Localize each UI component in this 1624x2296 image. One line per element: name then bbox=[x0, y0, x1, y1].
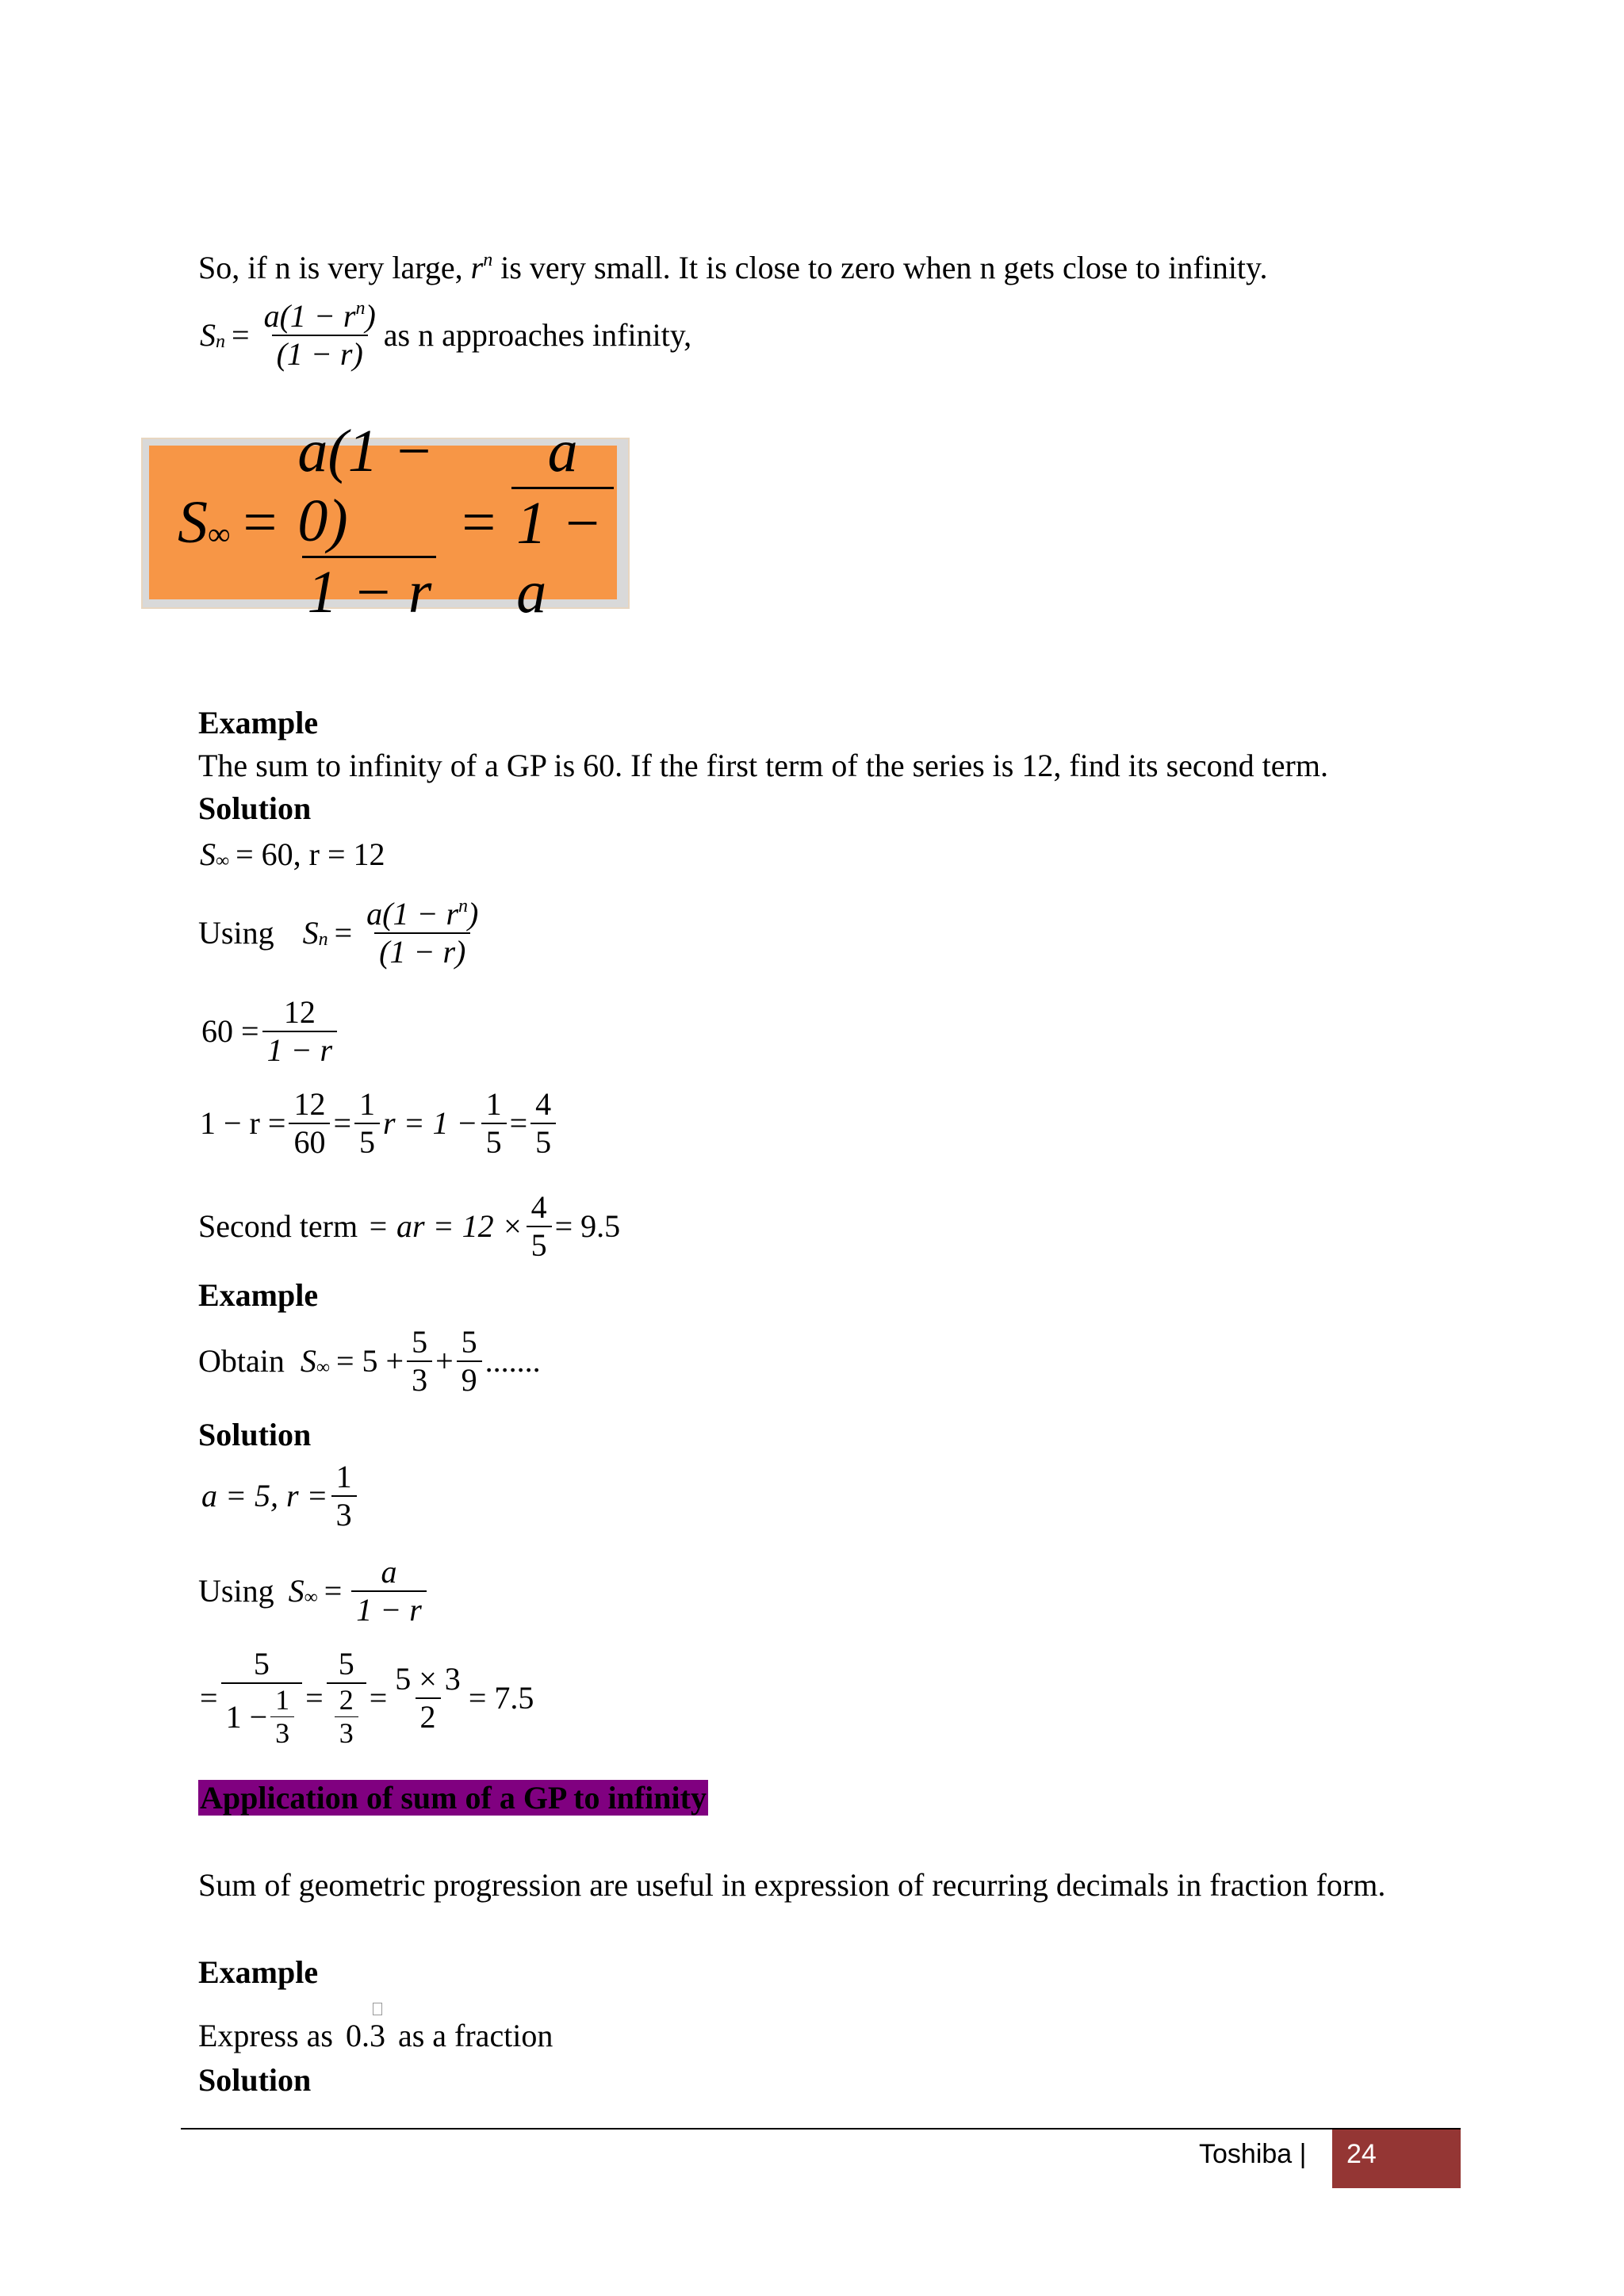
calc-frac-1 bbox=[221, 1646, 303, 1751]
example2-using-num: a bbox=[381, 1554, 397, 1590]
example2-given-num: 1 bbox=[335, 1459, 352, 1494]
eq60-fraction bbox=[262, 994, 338, 1069]
footer-label: Toshiba | bbox=[1199, 2139, 1307, 2169]
box-fraction-1 bbox=[293, 417, 446, 627]
intro-text-a: So, if n is very large, bbox=[198, 250, 463, 285]
example1-using-close: ) bbox=[468, 896, 479, 932]
example2-using-den: 1 − r bbox=[351, 1590, 427, 1628]
sn-den: (1 − r) bbox=[272, 335, 368, 373]
r-num-3: 1 bbox=[485, 1086, 502, 1122]
express-a: Express as bbox=[198, 2018, 333, 2053]
second-term-num: 4 bbox=[530, 1189, 547, 1225]
example2-given bbox=[201, 1459, 360, 1533]
calc-den-3: 2 bbox=[416, 1697, 441, 1735]
page-number: 24 bbox=[1332, 2130, 1461, 2188]
obtain-frac-2 bbox=[457, 1324, 482, 1399]
r-den-4: 5 bbox=[530, 1123, 556, 1161]
second-term-expr: = ar = 12 × bbox=[367, 1208, 523, 1244]
sn-formula: S n = $\frac{a(1 - r^n)}{(1 - r)}$ as n approaches infinity, bbox=[200, 298, 692, 372]
sn-after-text: as n approaches infinity, bbox=[383, 317, 692, 353]
r-den-1: 60 bbox=[289, 1123, 330, 1161]
obtain-num-1: 5 bbox=[412, 1324, 428, 1360]
calc-den-1-num: 1 bbox=[275, 1684, 290, 1716]
box-S: S bbox=[178, 488, 208, 556]
express-b: as a fraction bbox=[397, 2018, 553, 2053]
obtain-den-2: 9 bbox=[457, 1360, 482, 1399]
example2-heading: Example bbox=[198, 1277, 319, 1313]
calc-result: = 7.5 bbox=[468, 1679, 534, 1716]
example2-given-fraction bbox=[331, 1459, 357, 1533]
example1-using: Using S n = $\frac{a(1 - r^n)}{(1 - r)}$ bbox=[198, 896, 486, 970]
obtain-label: Obtain bbox=[198, 1343, 285, 1379]
second-term-fraction bbox=[527, 1189, 552, 1264]
r-num-2: 1 bbox=[359, 1086, 375, 1122]
calc-num-3: 5 × 3 bbox=[395, 1660, 461, 1697]
r-frac-2 bbox=[354, 1086, 380, 1161]
example1-using-label: Using bbox=[198, 915, 274, 951]
eq60-den: 1 − r bbox=[262, 1031, 338, 1069]
example2-given-text: a = 5, r = bbox=[201, 1478, 328, 1513]
calc-den-2-num: 2 bbox=[339, 1684, 354, 1716]
example2-using-fraction bbox=[351, 1554, 427, 1628]
sn-fraction bbox=[259, 298, 381, 373]
example1-heading: Example bbox=[198, 705, 319, 740]
calc-frac-3 bbox=[390, 1661, 465, 1735]
intro-line bbox=[198, 252, 1267, 284]
box-fraction-2 bbox=[511, 417, 614, 627]
example2-obtain: Obtain S ∞ = 5 + $\frac{5}{3}$ + $\frac{5}{9}$ ....... bbox=[198, 1324, 541, 1398]
r-num-4: 4 bbox=[535, 1086, 552, 1122]
obtain-frac-1 bbox=[407, 1324, 432, 1399]
example1-given: S ∞ = 60, r = 12 bbox=[200, 836, 385, 872]
example1-given-text: = 60, r = 12 bbox=[236, 836, 385, 872]
application-heading-text: Application of sum of a GP to infinity bbox=[200, 1780, 707, 1816]
footer-rule bbox=[181, 2128, 1461, 2130]
sum-to-infinity-box bbox=[141, 418, 630, 626]
sn-num-sup: n bbox=[355, 298, 366, 319]
box-den-1: 1 − r bbox=[302, 556, 436, 627]
intro-n: n bbox=[483, 250, 493, 270]
example2-using: Using S ∞ = $\frac{a}{1 - r}$ bbox=[198, 1554, 430, 1628]
application-text: Sum of geometric progression are useful in expression of recurring decimals in fraction form. bbox=[198, 1867, 1386, 1903]
intro-text-b: is very small. It is close to zero when n gets close to infinity. bbox=[500, 250, 1268, 285]
example1-r-calc: 1 − r = $\frac{12}{60}$ = $\frac{1}{5}$ r = 1 − $\frac{1}{5}$ = $\frac{4}{5}$ bbox=[200, 1086, 559, 1161]
r-mid: r = 1 − bbox=[383, 1105, 478, 1141]
r-den-2: 5 bbox=[354, 1123, 380, 1161]
example1-second-term bbox=[198, 1189, 620, 1264]
example1-using-num: a(1 − r bbox=[366, 896, 459, 932]
box-num-2: a bbox=[547, 418, 578, 485]
example2-solution-heading: Solution bbox=[198, 1417, 312, 1452]
obtain-num-2: 5 bbox=[461, 1324, 477, 1360]
sum-to-infinity-formula: S ∞ = $\frac{a(1 - 0)}{1 - r}$ = $\frac{a}{1 - a}$ bbox=[149, 446, 617, 599]
r-frac-4 bbox=[530, 1086, 556, 1161]
example1-using-fraction bbox=[362, 896, 483, 970]
calc-num-2: 5 bbox=[338, 1646, 354, 1682]
example1-using-den: (1 − r) bbox=[374, 932, 470, 970]
eq60-num: 12 bbox=[283, 994, 316, 1030]
obtain-dots: ....... bbox=[485, 1343, 541, 1379]
calc-den-2-den: 3 bbox=[335, 1716, 358, 1750]
example1-eq60 bbox=[201, 994, 340, 1069]
obtain-den-1: 3 bbox=[407, 1360, 432, 1399]
recurring-decimal: 0.3 bbox=[345, 2018, 385, 2053]
r-frac-1 bbox=[289, 1086, 330, 1161]
example2-given-den: 3 bbox=[331, 1495, 357, 1533]
second-term-result: = 9.5 bbox=[554, 1208, 621, 1244]
application-heading bbox=[198, 1782, 708, 1814]
box-sub: ∞ bbox=[208, 515, 231, 552]
calc-den-2-frac bbox=[335, 1684, 358, 1751]
second-term-label: Second term bbox=[198, 1208, 358, 1244]
r-left: 1 − r = bbox=[200, 1105, 286, 1141]
box-num-1: a(1 − 0) bbox=[297, 418, 434, 554]
second-term-den: 5 bbox=[527, 1226, 552, 1264]
sn-num-close: ) bbox=[365, 298, 376, 334]
example1-solution-heading: Solution bbox=[198, 790, 312, 826]
example1-using-sup: n bbox=[458, 896, 469, 916]
calc-den-1-a: 1 − bbox=[225, 1698, 268, 1735]
r-den-3: 5 bbox=[481, 1123, 507, 1161]
intro-r: r bbox=[470, 250, 484, 285]
sn-S: S bbox=[200, 317, 216, 353]
eq60-left: 60 = bbox=[201, 1013, 259, 1049]
calc-frac-2 bbox=[327, 1646, 366, 1751]
example2-calc: = 5 1 − $\frac{1}{3}$ = $\frac{5}{\frac{2}{3}}$ = $\frac{5 \times 3}{2}$ = 7.5 bbox=[200, 1646, 534, 1750]
example3-solution-heading: Solution bbox=[198, 2062, 312, 2098]
calc-den-1-frac bbox=[270, 1684, 294, 1751]
box-den-2: 1 − a bbox=[511, 487, 614, 628]
obtain-expr: = 5 + bbox=[335, 1343, 404, 1379]
example2-using-label: Using bbox=[198, 1573, 274, 1609]
r-num-1: 12 bbox=[293, 1086, 326, 1122]
example1-question: The sum to infinity of a GP is 60. If the first term of the series is 12, find its second term. bbox=[198, 748, 1328, 783]
example3-heading: Example bbox=[198, 1954, 319, 1990]
recurring-dot-icon bbox=[373, 2003, 382, 2015]
calc-den-1-den: 3 bbox=[270, 1716, 294, 1750]
r-frac-3 bbox=[481, 1086, 507, 1161]
calc-num-1: 5 bbox=[253, 1646, 270, 1682]
sn-num: a(1 − r bbox=[263, 298, 356, 334]
example3-question bbox=[198, 2020, 553, 2052]
sn-n: n bbox=[216, 331, 225, 352]
